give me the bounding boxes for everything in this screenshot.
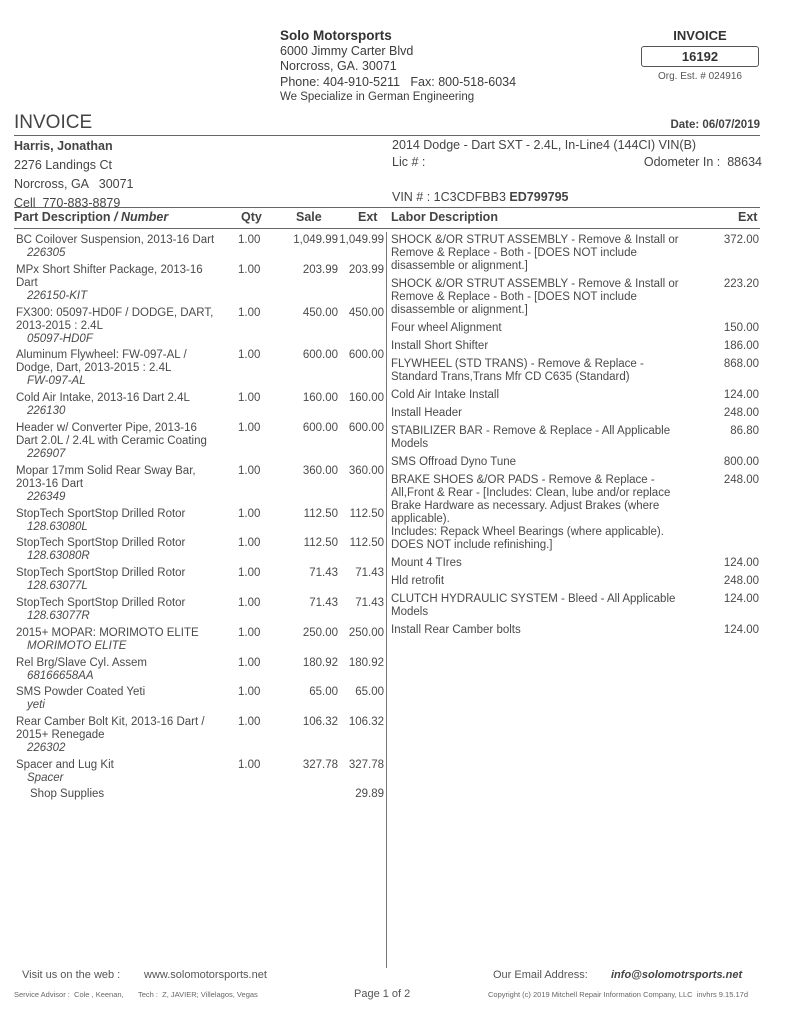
company-address-line2: Norcross, GA. 30071 bbox=[280, 59, 397, 73]
part-row bbox=[16, 686, 386, 712]
part-number: yeti bbox=[27, 699, 45, 712]
part-qty: 1.00 bbox=[238, 596, 261, 609]
part-row bbox=[16, 716, 386, 755]
email-address[interactable]: info@solomotrsports.net bbox=[611, 969, 743, 981]
part-ext: 112.50 bbox=[349, 507, 384, 520]
vehicle-description: 2014 Dodge - Dart SXT - 2.4L, In-Line4 (144CI) VIN(B) bbox=[392, 138, 697, 152]
customer-city: Norcross, GA 30071 bbox=[14, 177, 134, 191]
labor-row bbox=[391, 425, 761, 451]
part-number: 226907 bbox=[27, 447, 66, 460]
labor-row bbox=[391, 575, 761, 588]
labor-row bbox=[391, 557, 761, 570]
part-sale: 600.00 bbox=[302, 421, 338, 434]
part-row bbox=[16, 597, 386, 623]
part-number: FW-097-AL bbox=[27, 375, 86, 388]
labor-description: Install Header bbox=[391, 407, 462, 419]
labor-ext: 248.00 bbox=[723, 575, 759, 587]
labor-description: STABILIZER BAR - Remove & Replace - All Applicable Models bbox=[391, 425, 671, 450]
labor-description: Cold Air Intake Install bbox=[391, 389, 500, 401]
part-qty: 1.00 bbox=[238, 263, 261, 276]
company-tagline: We Specialize in German Engineering bbox=[280, 91, 475, 103]
labor-description: Install Rear Camber bolts bbox=[391, 624, 521, 636]
column-divider bbox=[386, 232, 387, 968]
service-advisor: Service Advisor : Cole , Keenan, bbox=[14, 990, 124, 999]
labor-row bbox=[391, 278, 761, 317]
labor-header-description: Labor Description bbox=[391, 210, 498, 224]
part-ext: 327.78 bbox=[348, 758, 384, 771]
part-number: 128.63080L bbox=[27, 520, 88, 533]
labor-row bbox=[391, 624, 761, 637]
labor-ext: 248.00 bbox=[723, 474, 759, 486]
labor-ext: 86.80 bbox=[730, 425, 759, 437]
part-qty: 1.00 bbox=[238, 716, 261, 729]
part-ext: 203.99 bbox=[348, 263, 384, 276]
part-ext: 1,049.99 bbox=[339, 234, 384, 246]
labor-ext: 124.00 bbox=[723, 593, 759, 605]
labor-description: SHOCK &/OR STRUT ASSEMBLY - Remove & Install or Remove & Replace - Both - [DOES NOT include disassemble or alignment.] bbox=[391, 278, 679, 316]
part-sale: 180.92 bbox=[302, 656, 338, 669]
part-description: Header w/ Converter Pipe, 2013-16 Dart 2.0L / 2.4L with Ceramic Coating bbox=[16, 421, 207, 447]
part-qty: 1.00 bbox=[238, 306, 261, 319]
part-description: Spacer and Lug Kit bbox=[16, 758, 114, 771]
part-row bbox=[16, 759, 386, 785]
part-row bbox=[16, 392, 386, 418]
shop-supplies-label: Shop Supplies bbox=[30, 787, 105, 800]
part-sale: 360.00 bbox=[302, 464, 338, 477]
part-sale: 106.32 bbox=[302, 716, 338, 729]
part-number: 226305 bbox=[27, 247, 66, 259]
customer-street: 2276 Landings Ct bbox=[14, 158, 112, 172]
labor-ext: 372.00 bbox=[723, 234, 759, 246]
part-description: FX300: 05097-HD0F / DODGE, DART, 2013-2015 : 2.4L bbox=[16, 306, 214, 332]
labor-row bbox=[391, 234, 761, 273]
part-qty: 1.00 bbox=[238, 686, 261, 699]
part-qty: 1.00 bbox=[238, 234, 261, 246]
part-sale: 112.50 bbox=[303, 507, 338, 520]
part-number: 68166658AA bbox=[27, 669, 94, 682]
customer-name: Harris, Jonathan bbox=[14, 139, 113, 153]
part-description: StopTech SportStop Drilled Rotor bbox=[16, 537, 186, 550]
labor-description: BRAKE SHOES &/OR PADS - Remove & Replace - All,Front & Rear - [Includes: Clean, lube and/or replace Brake Hardware as necessary. Adjust Brakes (where applicable). bbox=[391, 474, 671, 525]
part-number: Spacer bbox=[27, 771, 64, 784]
part-sale: 450.00 bbox=[302, 306, 338, 319]
part-number: 226130 bbox=[27, 405, 66, 418]
part-number: 226150-KIT bbox=[27, 289, 88, 302]
part-qty: 1.00 bbox=[238, 349, 261, 362]
labor-ext: 223.20 bbox=[723, 278, 759, 290]
labor-description: Mount 4 TIres bbox=[391, 557, 462, 569]
shop-supplies-row bbox=[16, 788, 386, 801]
customer-info bbox=[14, 137, 134, 213]
part-sale: 71.43 bbox=[309, 567, 338, 580]
web-url[interactable]: www.solomotorsports.net bbox=[144, 969, 267, 981]
part-qty: 1.00 bbox=[238, 626, 261, 639]
labor-description: Four wheel Alignment bbox=[391, 322, 502, 334]
parts-list bbox=[16, 234, 386, 805]
part-description: Rear Camber Bolt Kit, 2013-16 Dart / 2015+ Renegade bbox=[16, 716, 205, 742]
labor-list bbox=[391, 234, 761, 642]
invoice-number-box bbox=[640, 28, 760, 82]
labor-ext: 186.00 bbox=[723, 340, 759, 352]
divider-top bbox=[14, 135, 760, 136]
invoice-number: 16192 bbox=[641, 46, 759, 67]
part-description: Cold Air Intake, 2013-16 Dart 2.4L bbox=[16, 392, 190, 405]
web-label: Visit us on the web : bbox=[22, 969, 121, 981]
license-label: Lic # : bbox=[392, 155, 426, 169]
part-row bbox=[16, 422, 386, 461]
page-title: INVOICE bbox=[14, 112, 93, 133]
labor-ext: 150.00 bbox=[723, 322, 759, 334]
part-description: StopTech SportStop Drilled Rotor bbox=[16, 596, 186, 609]
vehicle-info bbox=[392, 137, 762, 171]
labor-row bbox=[391, 456, 761, 469]
part-qty: 1.00 bbox=[238, 656, 261, 669]
labor-row bbox=[391, 358, 761, 384]
part-number: 128.63077R bbox=[27, 609, 90, 622]
part-ext: 65.00 bbox=[355, 686, 384, 699]
labor-description: CLUTCH HYDRAULIC SYSTEM - Bleed - All Applicable Models bbox=[391, 593, 676, 618]
part-description: BC Coilover Suspension, 2013-16 Dart bbox=[16, 234, 215, 246]
part-row bbox=[16, 465, 386, 504]
company-address-line1: 6000 Jimmy Carter Blvd bbox=[280, 43, 414, 58]
labor-ext: 248.00 bbox=[723, 407, 759, 419]
part-row bbox=[16, 627, 386, 653]
part-description: StopTech SportStop Drilled Rotor bbox=[16, 567, 186, 580]
part-ext: 180.92 bbox=[348, 656, 384, 669]
part-qty: 1.00 bbox=[238, 421, 261, 434]
part-sale: 250.00 bbox=[302, 626, 338, 639]
part-number-header: / Number bbox=[114, 210, 169, 224]
labor-description: Hld retrofit bbox=[391, 575, 445, 587]
part-number: 226302 bbox=[27, 742, 66, 755]
labor-row bbox=[391, 340, 761, 353]
labor-ext: 800.00 bbox=[723, 456, 759, 468]
labor-row bbox=[391, 474, 761, 552]
part-qty: 1.00 bbox=[238, 464, 261, 477]
part-sale: 65.00 bbox=[309, 686, 338, 699]
part-sale: 112.50 bbox=[303, 537, 338, 550]
invoice-date: Date: 06/07/2019 bbox=[670, 119, 760, 131]
labor-row bbox=[391, 593, 761, 619]
part-number: 05097-HD0F bbox=[27, 332, 93, 345]
part-description: SMS Powder Coated Yeti bbox=[16, 686, 146, 699]
part-qty: 1.00 bbox=[238, 567, 261, 580]
odometer-in: Odometer In : 88634 bbox=[643, 155, 762, 169]
labor-header-ext: Ext bbox=[738, 210, 758, 224]
part-sale: 600.00 bbox=[302, 349, 338, 362]
part-qty: 1.00 bbox=[238, 758, 261, 771]
part-ext: 71.43 bbox=[355, 567, 384, 580]
part-row bbox=[16, 567, 386, 593]
part-number: 128.63080R bbox=[27, 550, 90, 563]
part-qty: 1.00 bbox=[238, 537, 261, 550]
page-number: Page 1 of 2 bbox=[354, 988, 411, 1000]
labor-description: SHOCK &/OR STRUT ASSEMBLY - Remove & Install or Remove & Replace - Both - [DOES NOT include disassemble or alignment.] bbox=[391, 234, 679, 272]
part-ext: 112.50 bbox=[349, 537, 384, 550]
part-row bbox=[16, 537, 386, 563]
labor-description: SMS Offroad Dyno Tune bbox=[391, 456, 517, 468]
labor-ext: 868.00 bbox=[723, 358, 759, 370]
vin-suffix: ED799795 bbox=[509, 190, 569, 204]
part-description: MPx Short Shifter Package, 2013-16 Dart bbox=[16, 263, 203, 289]
labor-row bbox=[391, 407, 761, 420]
part-qty: 1.00 bbox=[238, 507, 261, 520]
part-row bbox=[16, 657, 386, 683]
part-ext: 600.00 bbox=[348, 421, 384, 434]
technicians: Tech : Z, JAVIER; Villelagos, Vegas bbox=[138, 990, 258, 999]
shop-supplies-ext: 29.89 bbox=[355, 787, 384, 800]
part-description: Mopar 17mm Solid Rear Sway Bar, 2013-16 Dart bbox=[16, 464, 196, 490]
part-ext: 450.00 bbox=[348, 306, 384, 319]
part-number: 128.63077L bbox=[27, 580, 88, 593]
labor-row bbox=[391, 389, 761, 402]
part-number: MORIMOTO ELITE bbox=[27, 639, 127, 652]
company-name: Solo Motorsports bbox=[280, 28, 392, 43]
part-ext: 250.00 bbox=[348, 626, 384, 639]
org-est-number: Org. Est. # 024916 bbox=[658, 71, 742, 82]
divider-columns-top bbox=[14, 207, 760, 208]
copyright: Copyright (c) 2019 Mitchell Repair Information Company, LLC invhrs 9.15.17d bbox=[488, 990, 748, 999]
parts-header-ext: Ext bbox=[358, 210, 378, 224]
vin-prefix: VIN # : 1C3CDFBB3 bbox=[392, 190, 506, 204]
parts-header-sale: Sale bbox=[296, 210, 322, 224]
labor-description: Install Short Shifter bbox=[391, 340, 489, 352]
labor-description: FLYWHEEL (STD TRANS) - Remove & Replace - Standard Trans,Trans Mfr CD C635 (Standard) bbox=[391, 358, 644, 383]
part-ext: 71.43 bbox=[355, 596, 384, 609]
part-description-header: Part Description bbox=[14, 210, 111, 224]
part-sale: 71.43 bbox=[309, 596, 338, 609]
parts-header-qty: Qty bbox=[241, 210, 262, 224]
part-ext: 106.32 bbox=[348, 716, 384, 729]
part-sale: 203.99 bbox=[302, 263, 338, 276]
parts-header-description bbox=[14, 210, 168, 224]
part-row bbox=[16, 508, 386, 534]
part-sale: 160.00 bbox=[302, 392, 338, 405]
company-info bbox=[280, 28, 516, 106]
part-sale: 327.78 bbox=[302, 758, 338, 771]
labor-ext: 124.00 bbox=[723, 624, 759, 636]
divider-columns-bottom bbox=[14, 228, 760, 229]
part-description: StopTech SportStop Drilled Rotor bbox=[16, 507, 186, 520]
part-qty: 1.00 bbox=[238, 392, 261, 405]
labor-ext: 124.00 bbox=[723, 557, 759, 569]
part-ext: 600.00 bbox=[348, 349, 384, 362]
labor-row bbox=[391, 322, 761, 335]
part-description: 2015+ MOPAR: MORIMOTO ELITE bbox=[16, 626, 199, 639]
part-ext: 360.00 bbox=[348, 464, 384, 477]
part-row bbox=[16, 349, 386, 388]
company-phone-fax: Phone: 404-910-5211 Fax: 800-518-6034 bbox=[280, 74, 517, 89]
part-ext: 160.00 bbox=[348, 392, 384, 405]
labor-ext: 124.00 bbox=[723, 389, 759, 401]
part-sale: 1,049.99 bbox=[293, 234, 338, 246]
email-label: Our Email Address: bbox=[493, 969, 588, 981]
part-row bbox=[16, 234, 386, 260]
part-description: Aluminum Flywheel: FW-097-AL / Dodge, Dart, 2013-2015 : 2.4L bbox=[16, 349, 187, 375]
labor-description-note: Includes: Repack Wheel Bearings (where applicable). DOES NOT include refinishing.] bbox=[391, 526, 664, 551]
vin-number bbox=[392, 190, 569, 204]
part-row bbox=[16, 307, 386, 346]
invoice-box-label: INVOICE bbox=[673, 28, 727, 43]
part-description: Rel Brg/Slave Cyl. Assem bbox=[16, 656, 148, 669]
part-number: 226349 bbox=[27, 490, 66, 503]
part-row bbox=[16, 264, 386, 303]
customer-phone: Cell 770-883-8879 bbox=[14, 196, 121, 210]
